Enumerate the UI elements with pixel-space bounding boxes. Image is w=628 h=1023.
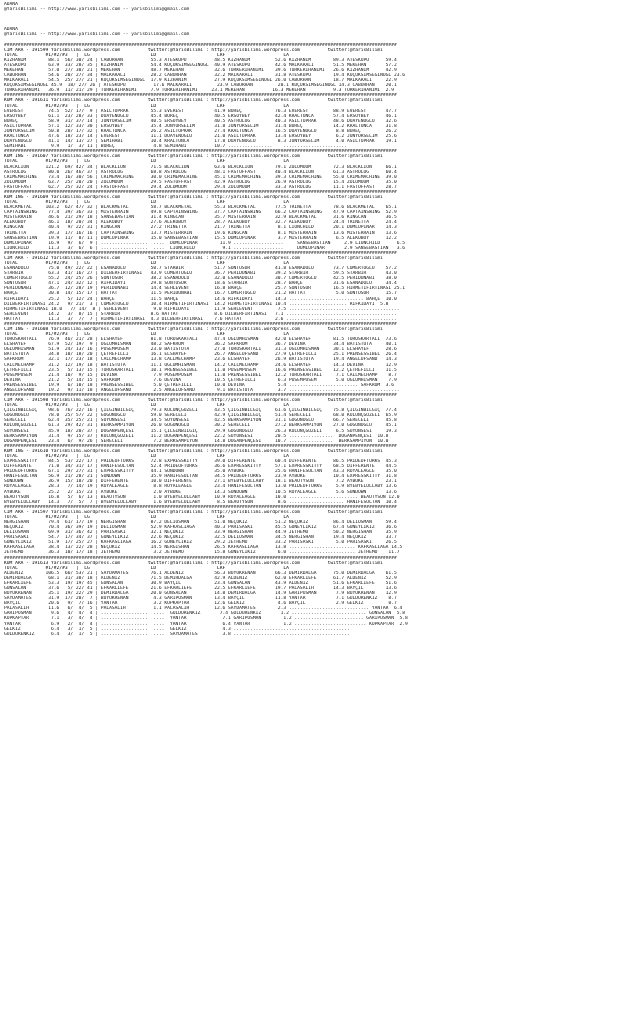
separator-line: ############################################################################################################################################## xyxy=(4,504,397,510)
text-line: DUAYENOGLU 41.1 14/ 13/ 27 | SEMIHABI 10.4 KRALTUNCA 17.8 DUAYENOGLU 8.3 JUNYORSELIM 4.0 ASILTOPRAK 19.1 xyxy=(4,139,397,145)
text-line: GÜLDÜRENKIZ 6.4 3/ 1/ 5 | ................. .... SAYDAMATES 3.8 .......................................... xyxy=(4,631,350,637)
text-line: BLACKLION 121.2 69/ 42/ 34 | BLACKLION 71.5 BLACKLION 63.6 BLACKLION 79.1 ZOLOMUUM 72.3 BLACKLION 66.1 xyxy=(4,164,397,170)
separator-line: ############################################################################################################################################## xyxy=(4,189,397,195)
text-line: PALASALIH 11.6 6/ 4/ 5 | PALASALIH 1.1 PALASALIH 12.6 SAYDAMATES 2.3 ............................. YANTAR 6.4 xyxy=(4,606,403,612)
text-line: ASTROLOG 80.0 26/ 46/ 37 | ASTROLOG 68.8 ASTROLOG 48.1 FASTOFFAST 40.4 BLACKLION 61.3 ASTROLOG 60.4 xyxy=(4,169,397,175)
race-header: CIM ARA - 191597 YarisBilimi.wordpress.com twitter:@YarisBilimi : http://yarisbilimi.wordpress.com twitter:@YarisBilimi xyxy=(4,509,383,515)
separator-line: ############################################################################################################################################## xyxy=(4,149,397,155)
results-document xyxy=(4,0,624,637)
text-line: CÖMERTOGLU 55.2 24/ 25/ 26 | SONTOSUR 38.2 ESANADOLU 32.0 ESANADOLU 30.7 CÖMERTOGLU 42.5 PERIDUNABI 38.0 xyxy=(4,276,397,282)
text-line: ASILTOPRAK 57.1 12/ 33/ 30 | ERSOYBEY 35.4 JUNYORSELIM 31.8 JUNYORSELIM 31.4 BÜREÇ 14.2 KRALTUNCA 31.8 xyxy=(4,123,397,129)
text-line: @YarisBilimi -- http://www.yarisbilimi.com -- yarisbilimi@gmail.com xyxy=(4,7,190,13)
column-header: TOTAL #1/#2/#3 | LG LD LRF LA xyxy=(4,200,289,206)
separator-line: ############################################################################################################################################## xyxy=(4,250,397,256)
text-line: CRIMEMACHINE 73.4 16/ 30/ 56 | CRIMEMACHINE 30.0 CRIMEMACHINE 45.1 CRIMEMACHINE 39.3 CRIMEMACHINE 55.0 CRIMEMACHINE 39.0 xyxy=(4,174,397,180)
column-header: TOTAL #1/#2/#3 | LG LD LRF LA xyxy=(4,453,289,459)
text-line: NERGISHAN 79.4 61/ 17/ 19 | NERGISHAN 87.2 DELIOSMAN 51.0 NEÇUKIZ 51.2 NEÇUKIZ 86.4 DELIOSMAN 59.4 xyxy=(4,519,397,525)
text-line: SANSEBASTIAN 19.9 11/ 8/ 11 | DUMLUPINAR 15.0 SANSEBASTIAN 15.5 DUMLUPINAR 3.7 MISTERRAIN 6.5 ALEKOBOY 12.2 xyxy=(4,235,397,241)
text-line: ÇILGINBILGIÇ 98.6 76/ 22/ 16 | ÇILGINBILGIÇ 79.3 KÜLÜNÇGÜZELI 43.5 ÇILGINBILGIÇ 61.6 ÇILGINBILGIÇ 75.8 ÇILGINBILGIÇ 77.4 xyxy=(4,408,397,414)
text-line: PARISASKI 54.7 17/ 34/ 37 | GÜNEYLIKIZ 22.6 NEÇUKIZ 32.5 DELIOSMAN 34.5 NERGISHAN 19.4 NEÇUKIZ 33.7 xyxy=(4,535,397,541)
text-line: SEHLEVENT 14.2 3/ 8/ 15 | STARBIR 8.6 HATTAT 8.6 DILBERFIRTINASI 7.1 ........................................ xyxy=(4,311,397,317)
text-line: PRIDEOFTURKS 67.1 29/ 27/ 31 | EXPRESSKITTY 44.1 SUNDOWN 35.0 AYBÜKE 25.6 HANIFESULTAN 43.3 ROYALEAGLE 35.0 xyxy=(4,469,397,475)
separator-line: ############################################################################################################################################## xyxy=(4,393,397,399)
text-line: MEKEHAN 57.0 27/ 30/ 21 | MEKEHAN 48.7 MEKEHAN 32.6 TÜRKERIHANIMI 39.6 TÜRKERIHANIMI 26.6 KIZHANIM 42.9 xyxy=(4,68,397,74)
column-header: TOTAL #1/#2/#3 | LG LD LRF LA xyxy=(4,332,289,338)
text-line: MALKARALI 54.5 25/ 27/ 21 | KÜÇÜKSIMSEGINOGL 17.9 KIZHANIM 27.9 KÜÇÜKSIMSEGINOGL 26.0 CABURHAN 18.7 MALKARALI 22.9 xyxy=(4,78,397,84)
text-line: ELSHAYEF 67.9 52/ 19/ 9 | OGLUMHISMAN 48.2 SAFKROM 36.2 SAFKROM 36.7 DEVINA 34.4 BATISTUTA 40.1 xyxy=(4,342,397,348)
separator-line: ############################################################################################################################################## xyxy=(4,42,397,48)
text-line: HANIFESULTAN 56.9 21/ 28/ 21 | SUNDOWN 35.9 HANIFESULTAN 34.5 PRIDEOFTURKS 23.9 AYBÜKE 10.4 EXPRESSKITTY 31.8 xyxy=(4,474,397,480)
text-line: STARBIR 63.3 41/ 16/ 27 | DILBERFIRTINASI 43.9 CÖMERTOGLU 36.7 PERIDUNABI 39.2 STARBIR 59.5 STARBIR 43.0 xyxy=(4,271,397,277)
text-line: ERSOYBEY 61.1 23/ 28/ 33 | DUAYENOGLU 45.4 BÜREÇ 40.5 ERSOYBEY 42.4 KRALTUNCA 57.4 ERSOYBEY 46.1 xyxy=(4,113,397,119)
text-line: DILBERFIRTINASI 24.2 9/ 21/ 3 | CÖMERTOGLU 10.4 HIRMETIFIRTINASI 14.2 HIRMETIFIRTINASI 10.4 ..................... RIFKIDAYI 5.8 xyxy=(4,301,389,307)
text-line: ESANADOLU 75.0 49/ 22/ 22 | ESANADOLU 50.7 STARBIR 51.7 SONTOSUR 41.8 ESANADOLU 73.7 CÖMERTOGLU 57.2 xyxy=(4,266,397,272)
text-line: JUNYORSELIM 50.8 20/ 17/ 32 | KRALTUNCA 26.2 ASILTOPRAK 27.4 KRALTUNCA 16.5 DUAYENOGLU 8.8 BÜREÇ 26.2 xyxy=(4,128,397,134)
text-line: YANTAR 6.9 2/ 4/ 4 | ................. .... YANTAR 6.4 YANTAR 1.2 .......................... KOPKAPTAR 2.9 xyxy=(4,621,408,627)
text-line: KÜÇÜKSIMSEGINOGL 45.9 18/ 27/ 26 | ATESKÜPÜ 17.6 MALKARALI 23.9 CABURHAN 20.1 KÜÇÜKSIMSEGINOGL 14.3 CABURHAN 20.1 xyxy=(4,83,397,89)
text-line: ÇETREFILLI 23.5 5/ 13/ 15 | TOROSKARTALI 10.1 PRENSESSIBEL 11.0 PÜSEMPÜSEM 16.6 PRENSESSIBEL 12.2 ÇETREFILLI 11.5 xyxy=(4,367,397,373)
text-line: EXPRESSKITTY 84.5 53/ 22/ 17 | PRIDEOFTURKS 72.8 EXPRESSKITTY 39.0 DIFFERENTE 60.4 DIFFERENTE 86.5 PRIDEOFTURKS 45.3 xyxy=(4,459,397,465)
text-line: PÜSEMPÜSEM 21.4 10/ 9/ 15 | DEVINA 7.9 PÜSEMPÜSEM 11.0 PRENSESSIBEL 12.2 TOROSKARTALI 7.1 CALLMECHAMP 8.7 xyxy=(4,372,397,378)
text-line: TOROSKARTALI 76.9 46/ 21/ 28 | ELSHAYEF 81.8 TOROSKARTALI 47.4 OGLUMHISMAN 42.0 ELSHAYEF 81.5 TOROSKARTALI 73.6 xyxy=(4,337,397,343)
text-line: SEMIHABI 9.9 1/ 3/ 11 | BÜREÇ 4.8 SEMIHABI 10.7 ................ ....................... xyxy=(4,144,347,150)
text-line: PERIDUNABI 36.7 12/ 28/ 19 | PERIDUNABI 14.4 SEHLEVENT 16.8 BAHÇE 25.7 SONTOSUR 16.5 HIRMETIFIRTINASI 25.1 xyxy=(4,286,406,292)
text-line: AYBÜKE 25.2 2/ 15/ 23 | AYBÜKE 2.0 AYBÜKE 14.3 SUNDOWN 10.5 ROYALEAGLE 5.6 SUNDOWN 13.6 xyxy=(4,489,397,495)
text-line: DOGANPENÇESI 23.4 6/ 9/ 26 | SERECELI 7.2 BERKSAMPIYON 14.8 DOGANPENÇESI 10.7 ................ BERKSAMPIYON 10.0 xyxy=(4,438,389,444)
text-line: GELKIZ 6.4 3/ 1/ 5 | ................. .... GELKIZ 4.3 .......................................... xyxy=(4,626,350,632)
text-line: ADANA xyxy=(4,27,18,33)
text-line: FASTOFFAST 62.7 25/ 32/ 24 | FASTOFFAST 29.4 ZOLOMUUM 29.4 ZOLOMUUM 33.3 ASTROLOG 11.1 FASTOFFAST 28.7 xyxy=(4,184,397,190)
text-line: @YarisBilimi -- http://www.yarisbilimi.com -- yarisbilimi@gmail.com xyxy=(4,32,190,38)
text-line: OGLUMHISMAN 51.9 24/ 13/ 16 | PÜSEMPÜSEM 23.0 BATISTUTA 27.0 TOROSKARTALI 31.3 OGLUMHISMAN 30.1 ELSHAYEF 28.6 xyxy=(4,347,397,353)
text-line: BEAUTYSUN 16.8 5/ 6/ 13 | BEAUTYSUN 1.0 BYEBYELULLABY 10.9 ROYALEAGLE 10.0 ......................... BEAUTYSUN 12.0 xyxy=(4,494,400,500)
text-line: EFKARLIEFE 53.3 19/ 19/ 45 | GÜNSALAN 30.9 BAYÇIL 23.4 GÜNSALAN 43.9 ALDENIZ 51.6 EFKARLIEFE 51.6 xyxy=(4,580,397,586)
text-line: PRENSESSIBEL 19.9 6/ 10/ 18 | PRENSESSIBEL 5.0 ÇETREFILLI 10.0 DEVINA 5.4 ......................... SAFKROM 3.6 xyxy=(4,382,394,388)
text-line: SAFKROM 32.1 17/ 23/ 18 | CALLMECHAMP 13.8 CALLMECHAMP 23.6 ELSHAYEF 26.9 BATISTUTA 19.4 ANGELOFSAND 14.3 xyxy=(4,357,397,363)
text-line: BÜYÜKRENAN 35.1 19/ 22/ 29 | DEMIRDALGA 20.0 GÜNSALAN 14.8 DEMIRDALGA 14.9 GARIPOSMAN 7.9 BÜYÜKRENAN 12.9 xyxy=(4,591,397,597)
text-line: ANGELOFSAND 19.2 9/ 11/ 18 | ANGELOFSAND 2.5 ANGELOFSAND 9.1 BATISTUTA 3.7 ........................................ xyxy=(4,387,400,393)
text-line: ATESKÜPÜ 63.9 33/ 28/ 35 | KIZHANIM 54.4 KÜÇÜKSIMSEGINOGL 40.9 ATESKÜPÜ 42.6 MALKARALI 51.5 MEKEHAN 57.2 xyxy=(4,62,397,68)
text-line: CALLMECHAMP 31.2 12/ 19/ 18 | BATISTUTA 11.1 OGLUMHISMAN 14.2 CALLMECHAMP 24.6 ELSHAYEF 14.3 DEVINA 12.9 xyxy=(4,362,397,368)
text-line: SAYDAMATES 31.9 17/ 20/ 7 | BÜYÜKRENAN 4.3 GARIPOSMAN 13.4 BAYÇIL 11.8 YANTAR 7.1 GÜLDÜRENKIZ 8.7 xyxy=(4,596,397,602)
text-line: ALEKOBOY 46.1 18/ 20/ 34 | ALEKOBOY 27.6 ALEKOBOY 28.7 ALEKOBOY 32.7 ALEKOBOY 24.4 TRINETTA 24.4 xyxy=(4,220,397,226)
column-header: TOTAL #1/#2/#3 | LG LD LRF LA xyxy=(4,103,289,109)
text-line: EVEREST 74.5 52/ 17/ 9 | ASILTOPRAK 55.3 EVEREST 41.9 BÜREÇ 76.3 EVEREST 88.9 EVEREST 47.7 xyxy=(4,108,397,114)
text-line: DELIOSMAN 69.9 31/ 36/ 42 | PARISASKI 32.1 NEÇUKIZ 33.9 NERGISHAN 44.9 JETHEMO 50.2 NERGISHAN 35.9 xyxy=(4,530,397,536)
text-line: ROYALEAGLE 28.3 7/ 14/ 19 | ROYALEAGLE 8.8 ROYALEAGLE 23.4 HANIFESULTAN 13.0 PRIDEOFTURKS 5.9 BYEBYELULLABY 13.6 xyxy=(4,484,397,490)
text-line: GÜNSALAN 37.6 5/ 22/ 41 | EFKARLIEFE 21.6 EFKARLIEFE 22.5 EFKARLIEFE 19.7 PALASALIH 14.3 BAYÇIL 13.6 xyxy=(4,585,397,591)
text-line: LIONCHILD 11.3 3/ 6/ 6 | ................. .... LIONCHILD 9.1 .................. DUMLUPINAR 2.9 SANSEBASTIAN 3.6 xyxy=(4,245,406,251)
text-line: DIFFERENTE 71.0 34/ 31/ 17 | HANIFESULTAN 52.4 PRIDEOFTURKS 36.6 EXPRESSKITTY 57.1 EXPRESSKITTY 68.5 DIFFERENTE 44.5 xyxy=(4,464,397,470)
text-line: HIRMETIFIRTINASI 18.0 7/ 14/ 8 | SEHLEVENT 9.0 RIFKIDAYI 11.9 SEHLEVENT 7.5 ........................................ xyxy=(4,306,400,312)
text-line: GÜNEYLIKIZ 51.9 17/ 25/ 27 | KAFKASLIAGA 16.2 GÜNEYLIKIZ 29.2 JETHEMO 33.2 PARISASKI 5.0 PARISASKI 26.5 xyxy=(4,540,397,546)
separator-line: ############################################################################################################################################## xyxy=(4,443,397,449)
text-line: KINGCAN 40.4 9/ 22/ 31 | KINGCAN 27.2 TRINETTA 21.7 TRINETTA 8.1 LIONCHILD 20.1 DUMLUPINAR 14.3 xyxy=(4,225,397,231)
text-line: BATISTUTA 34.8 10/ 18/ 20 | ÇETREFILLI 16.1 ELSHAYEF 26.7 ANGELOFSAND 27.9 ÇETREFILLI 25.1 PRENSESSIBEL 26.4 xyxy=(4,352,397,358)
text-line: TÜRKERIHANIMI 36.9 11/ 21/ 29 | TÜRKERIHANIMI 7.9 TÜRKERIHANIMI 23.1 MEKEHAN 16.3 MEKEHAN 9.3 TÜRKERIHANIMI 2.9 xyxy=(4,88,394,94)
text-line: JETHEMO 36.3 10/ 17/ 18 | JETHEMO 3.2 JETHEMO 15.8 GÜNEYLIKIZ 6.0 ........................ JETHEMO 11.7 xyxy=(4,550,400,556)
text-line: BAYÇIL 20.6 9/ 7/ 16 | YANTAR 3.2 KOPKAPTAR 12.6 GELKIZ 4.6 BAYÇIL 2.9 GELKIZ 8.7 xyxy=(4,601,397,607)
text-line: ZOLOMUUM 63.7 25/ 20/ 20 | ZOLOMUUM 29.5 FASTOFFAST 42.9 ASTROLOG 26.9 ASTROLOG 15.4 ZOLOMUUM 35.0 xyxy=(4,179,397,185)
text-line: GÖGÜNOGLU 78.0 25/ 57/ 22 | GÖGÜNOGLU 59.0 SERECELI 42.9 ÇILGINBILGIÇ 51.4 SERECELI 68.0 KÜLÜNÇGÜZELI 65.9 xyxy=(4,413,397,419)
text-line: ADANA xyxy=(4,2,18,7)
text-line: SUYUNSESI 45.9 18/ 20/ 37 | DOGANPENÇESI 15.1 ÇILGINBILGIÇ 29.9 GÖGÜNOGLU 26.3 KÜLÜNÇGÜZELI 6.5 SUYUNSESI 19.3 xyxy=(4,428,397,434)
text-line: DEMIRDALGA 68.1 31/ 38/ 18 | ALDENIZ 71.5 DEMIRDALGA 42.9 ALDENIZ 62.0 EFKARLIEFE 61.7 ALDENIZ 52.9 xyxy=(4,575,397,581)
text-line: HATTAT 11.3 3/ 7/ 7 | HIRMETIFIRTINASI 4.3 DILBERFIRTINASI 7.6 HATTAT 2.6 ........................................ xyxy=(4,316,397,322)
text-line: BYEBYELULLABY 14.3 7/ 5/ 7 | BYEBYELULLABY 1.6 BYEBYELULLABY 8.5 BEAUTYSUN 8.6 .................... HANIFESULTAN 10.4 xyxy=(4,499,397,505)
text-line: BÜREÇ 58.9 31/ 37/ 14 | JUNYORSELIM 40.5 ERSOYBEY 40.5 ASTROLOG 40.3 ASILTOPRAK 48.6 DUAYENOGLU 32.6 xyxy=(4,118,397,124)
text-line: KOPKAPTAR 7.1 3/ 4/ 4 | ................. .... YANTAR 7.1 GARIPOSMAN 1.2 ......................... GARIPOSMAN 5.8 xyxy=(4,616,408,622)
text-line: CAPTAINSWING 77.4 39/ 36/ 33 | MISTERRAIN 49.8 CAPTAINSWING 37.7 CAPTAINSWING 66.2 CAPTAINSWING 47.9 CAPTAINSWING 52.9 xyxy=(4,210,397,216)
column-header: TOTAL #1/#2/#3 | LG LD LRF LA xyxy=(4,403,289,409)
text-line: BLACKMETAL 103.2 62/ 47/ 32 | BLACKMETAL 58.7 BLACKMETAL 55.3 BLACKMETAL 77.5 TRINETTA 78.6 BLACKMETAL 65.1 xyxy=(4,205,397,211)
text-line: DEVINA 21.2 5/ 14/ 15 | SAFKROM 7.6 DEVINA 10.5 ÇETREFILLI 6.3 PÜSEMPÜSEM 5.0 OGLUMHISMAN 7.9 xyxy=(4,377,397,383)
separator-line: ############################################################################################################################################## xyxy=(4,321,397,327)
race-header: KUM ARA - 191613 YarisBilimi.wordpress.com twitter:@YarisBilimi : http://yarisbilimi.wordpress.com twitter:@YarisBilimi xyxy=(4,560,383,566)
separator-line: ############################################################################################################################################## xyxy=(4,555,397,561)
text-line: KRALTUNCA 47.6 18/ 23/ 14 | EVEREST 11.1 DUAYENOGLU 21.0 ASILTOPRAK 13.4 ERSOYBEY 6.2 JUNYORSELIM 25.6 xyxy=(4,134,397,140)
text-line: SUNDOWN 36.9 15/ 18/ 20 | DIFFERENTE 10.0 DIFFERENTE 27.1 BYEBYELULLABY 18.1 BEAUTYSUN 7.2 AYBÜKE 23.1 xyxy=(4,479,397,485)
text-line: KÜLÜNÇGÜZELI 61.3 29/ 42/ 31 | BERKSAMPIYON 26.0 GÖGÜNOGLU 30.2 SERECELI 27.2 BERKSAMPIYON 27.0 GÖGÜNOGLU 45.1 xyxy=(4,423,397,429)
text-line: GARIPOSMAN 9.6 4/ 4/ 4 | ................. .... GÜLDÜRENKIZ 7.4 GÜLDÜRENKIZ 1.2 ........................... GÜNSALAN 5.8 xyxy=(4,611,406,617)
race-header: KUM ING - 191610 YarisBilimi.wordpress.com twitter:@YarisBilimi : http://yarisbilimi.wordpress.com twitter:@YarisBilimi xyxy=(4,448,383,454)
column-header: TOTAL #1/#2/#3 | LG LD LRF LA xyxy=(4,514,289,520)
separator-line: ############################################################################################################################################## xyxy=(4,93,397,99)
race-header: CIM ING - 191608 YarisBilimi.wordpress.com twitter:@YarisBilimi : http://yarisbilimi.wordpress.com twitter:@YarisBilimi xyxy=(4,327,383,332)
text-line: SERECELI 62.4 35/ 25/ 21 | SUYUNSESI 34.5 SUYUNSESI 42.5 BERKSAMPIYON 31.1 GÖGÜNOGLU 66.7 SERECELI 45.8 xyxy=(4,418,397,424)
column-header: TOTAL #1/#2/#3 | LG LD LRF LA xyxy=(4,565,289,571)
race-header: KUM ING - 191609 YarisBilimi.wordpress.com twitter:@YarisBilimi : http://yarisbilimi.wordpress.com twitter:@YarisBilimi xyxy=(4,194,383,200)
race-header: KUM ING - 191607 YarisBilimi.wordpress.com twitter:@YarisBilimi : http://yarisbilimi.wordpress.com twitter:@YarisBilimi xyxy=(4,154,383,160)
text-line: BAHÇE 30.8 14/ 15/ 17 | HATTAT 11.5 PERIDUNABI 16.7 CÖMERTOGLU 21.2 HATTAT 5.0 SONTOSUR 15.7 xyxy=(4,291,397,297)
text-line: DUMLUPINAR 16.9 9/ 6/ 9 | ................. .... DUMLUPINAR 11.9 .................. SANSEBASTIAN 2.9 LIONCHILD 6.5 xyxy=(4,240,406,246)
race-header: KUM ARA - 191611 YarisBilimi.wordpress.com twitter:@YarisBilimi : http://yarisbilimi.wordpress.com twitter:@YarisBilimi xyxy=(4,98,383,104)
text-line: BERKSAMPIYON 31.4 9/ 15/ 37 | KÜLÜNÇGÜZELI 11.2 DOGANPENÇESI 22.2 SUYUNSESI 20.5 ................ DOGANPENÇESI 10.8 xyxy=(4,433,389,439)
text-line: ALDENIZ 106.5 66/ 53/ 21 | SAYDAMATES 76.1 ALDENIZ 56.3 BÜYÜKRENAN 66.3 DEMIRDALGA 75.0 DEMIRDALGA 61.5 xyxy=(4,570,397,576)
text-line: MISTERRAIN 46.6 21/ 29/ 18 | SANSEBASTIAN 31.4 KINGCAN 35.7 MISTERRAIN 32.9 BLACKMETAL 31.6 KINGCAN 36.5 xyxy=(4,215,397,221)
race-header: CIM ARA - 191612 YarisBilimi.wordpress.com twitter:@YarisBilimi : http://yarisbilimi.wordpress.com twitter:@YarisBilimi xyxy=(4,255,383,261)
text-line: RIFKIDAYI 25.2 5/ 12/ 24 | BAHÇE 11.5 BAHÇE 14.6 RIFKIDAYI 14.3 ........................... BAHÇE 10.0 xyxy=(4,296,397,302)
text-line: KIZHANIM 88.1 56/ 30/ 24 | CABURHAN 55.3 ATESKÜPÜ 48.5 KIZHANIM 52.6 KIZHANIM 89.3 ATESKÜPÜ 59.4 xyxy=(4,57,397,63)
race-header: CIM ARA - 191598 YarisBilimi.wordpress.com twitter:@YarisBilimi : http://yarisbilimi.wordpress.com twitter:@YarisBilimi xyxy=(4,398,383,404)
column-header: TOTAL #1/#2/#3 | LG LD LRF LA xyxy=(4,52,289,58)
text-line: KAFKASLIAGA 38.4 13/ 22/ 28 | NEÇUKIZ 14.5 NERGISHAN 26.5 KAFKASLIAGA 13.8 ........................ KAFKASLIAGA 14.5 xyxy=(4,545,403,551)
text-line: NEÇUKIZ 70.4 36/ 39/ 19 | DELIOSMAN 52.9 KAFKASLIAGA 40.3 PARISASKI 45.5 GÜNEYLIKIZ 67.4 GÜNEYLIKIZ 36.6 xyxy=(4,525,397,531)
text-line: SONTOSUR 47.1 24/ 32/ 12 | RIFKIDAYI 29.8 SONTOSUR 18.6 STARBIR 28.7 BAHÇE 31.6 ESANADOLU 34.4 xyxy=(4,281,397,287)
text-line: CABURHAN 54.6 20/ 27/ 34 | MALKARALI 28.2 CABURHAN 32.2 MALKARALI 31.8 ATESKÜPÜ 19.4 KÜÇÜKSIMSEGINOGL 23.6 xyxy=(4,73,406,79)
text-line: TRINETTA 39.3 17/ 16/ 16 | CAPTAINSWING 13.7 MISTERRAIN 19.6 KINGCAN 8.1 MISTERRAIN 13.6 MISTERRAIN 13.6 xyxy=(4,230,397,236)
race-header: CIM ARA - 191599 YarisBilimi.wordpress.com twitter:@YarisBilimi : http://yarisbilimi.wordpress.com twitter:@YarisBilimi xyxy=(4,47,383,53)
column-header: TOTAL #1/#2/#3 | LG LD LRF LA xyxy=(4,260,289,266)
column-header: TOTAL #1/#2/#3 | LG LD LRF LA xyxy=(4,159,289,165)
